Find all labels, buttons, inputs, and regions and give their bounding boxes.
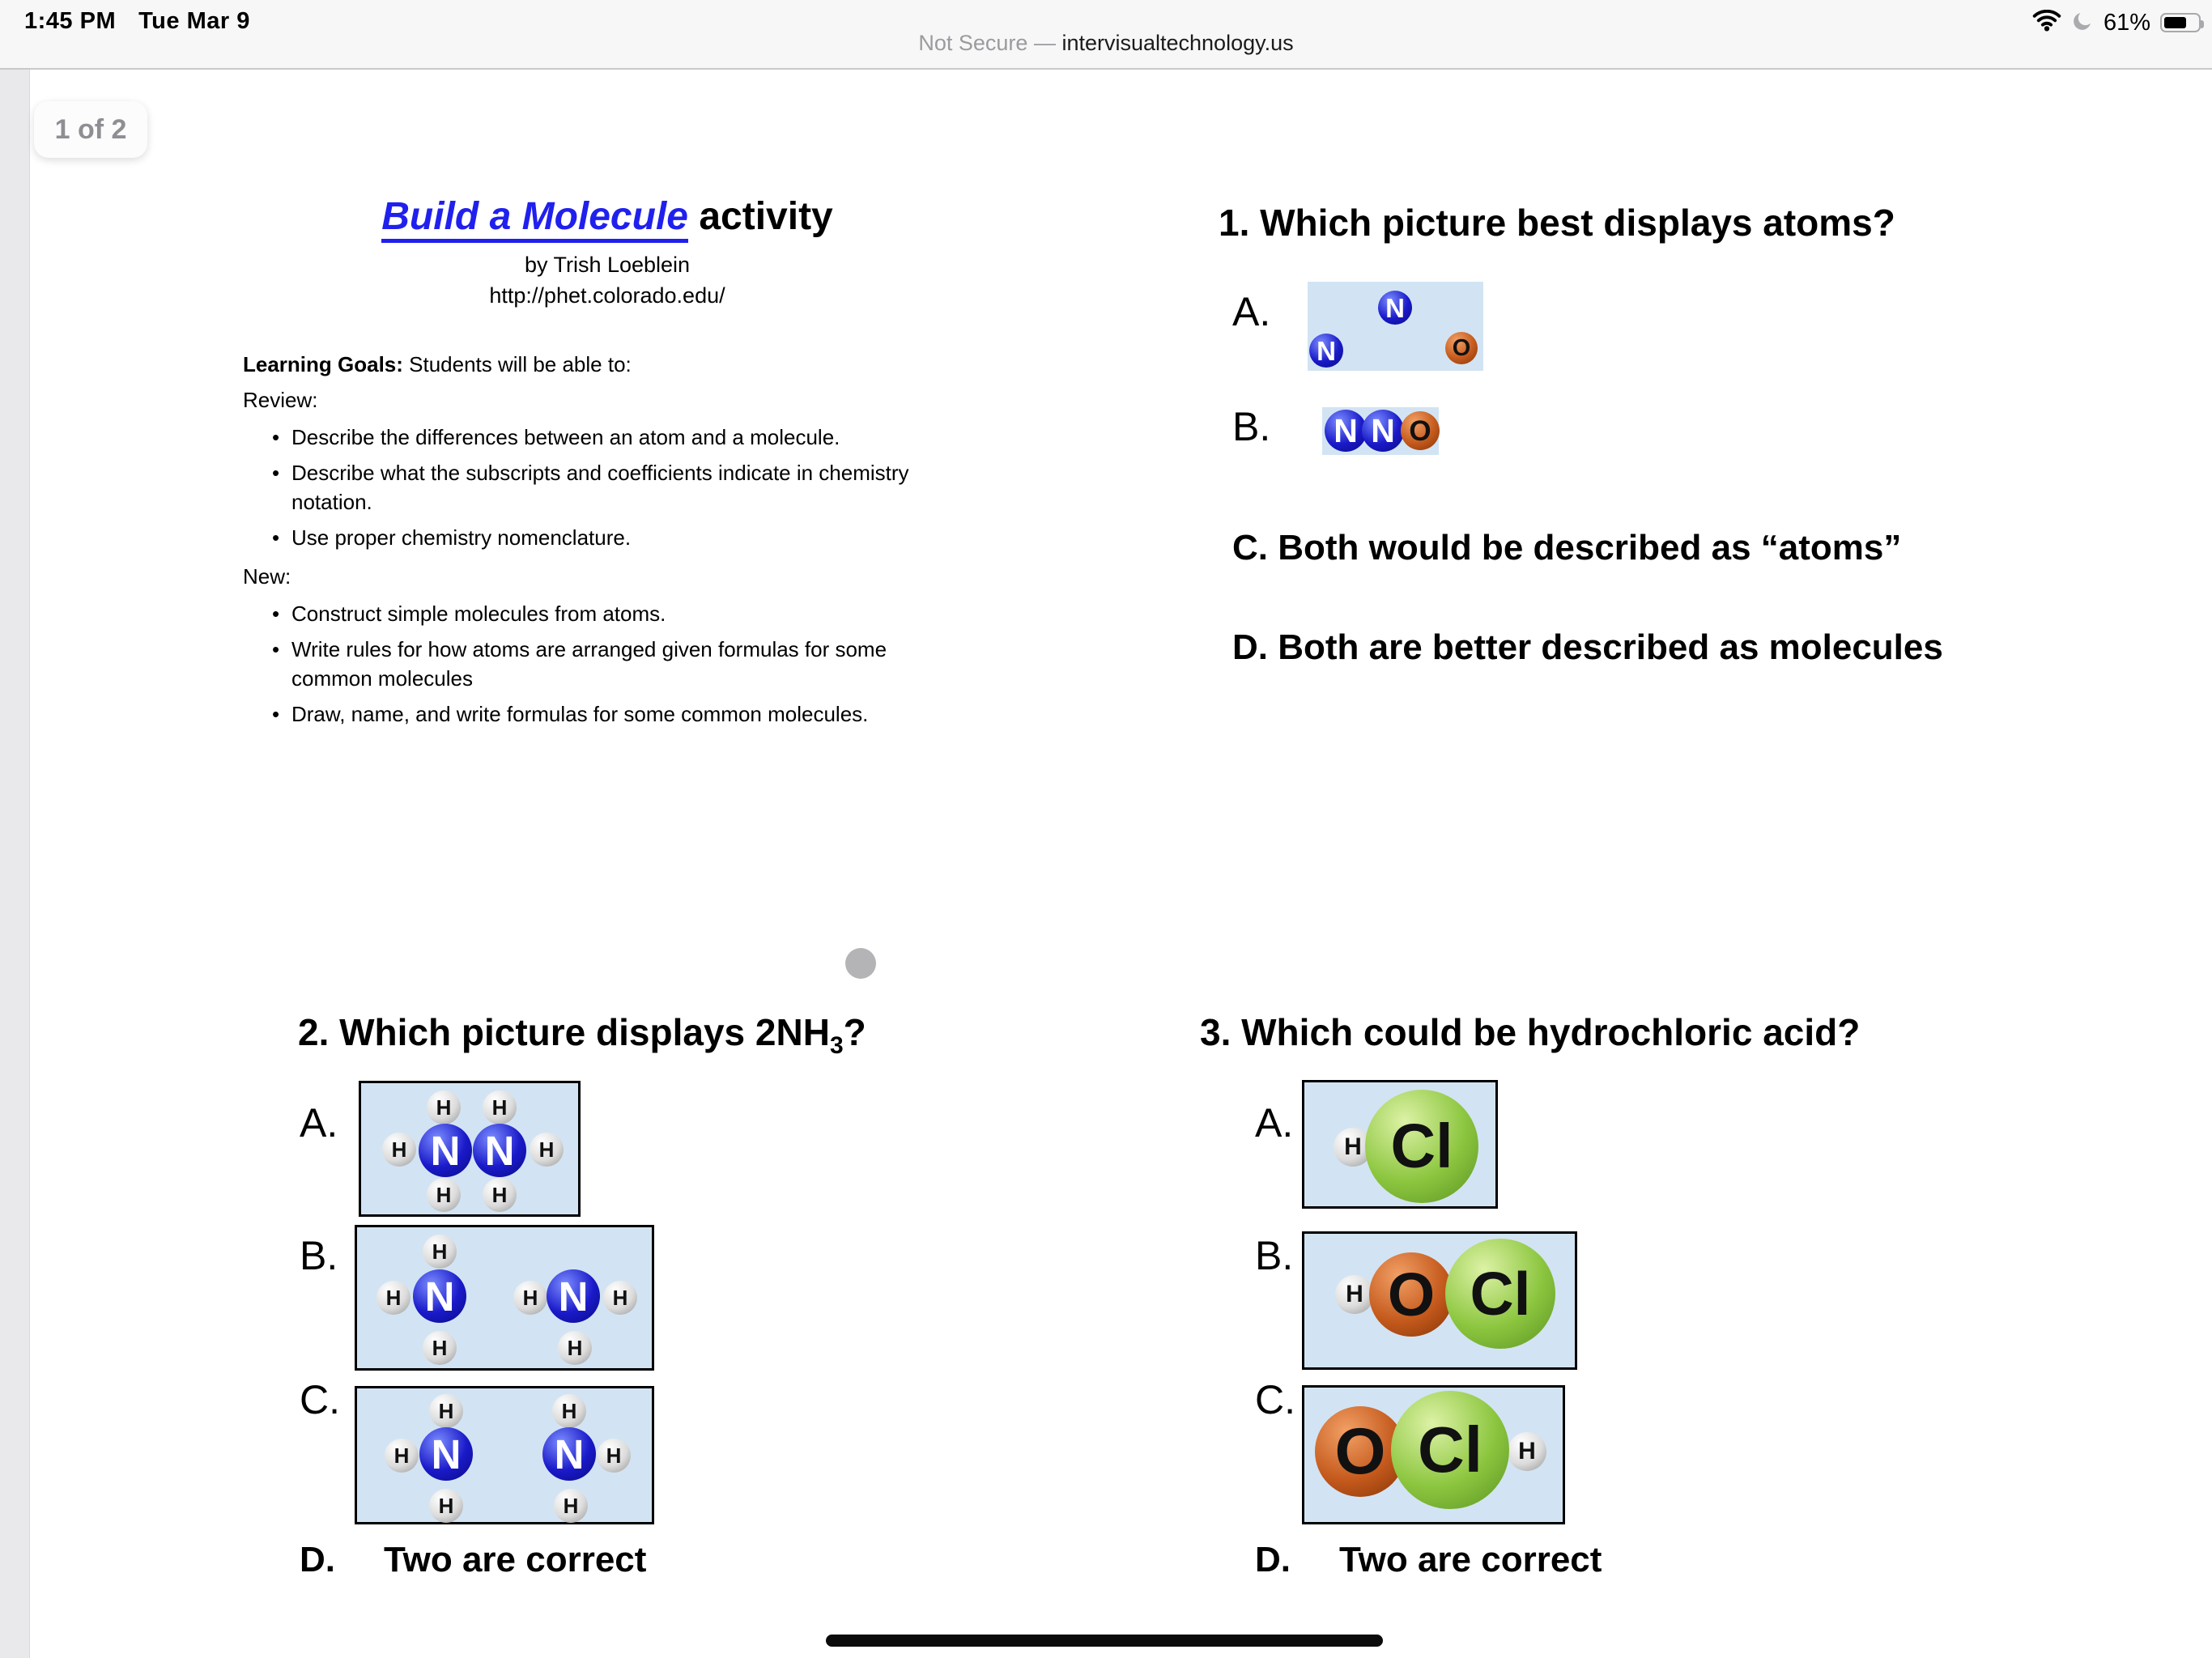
atom-H: H xyxy=(483,1178,517,1212)
q3-option-d-text: Two are correct xyxy=(1339,1540,1602,1579)
q2-heading xyxy=(298,1010,866,1060)
learning-goals xyxy=(243,346,923,735)
title-link[interactable]: Build a Molecule xyxy=(381,195,688,243)
atom-H: H xyxy=(1334,1128,1372,1167)
new-list xyxy=(243,599,923,729)
battery-icon xyxy=(2160,13,2201,32)
atom-H: H xyxy=(423,1331,457,1365)
q1-option-d: D. Both are better described as molecules xyxy=(1232,627,1943,667)
atom-H: H xyxy=(530,1133,564,1167)
atom-O: O xyxy=(1445,332,1478,364)
q2-heading-subscript: 3 xyxy=(829,1032,844,1059)
atom-N: N xyxy=(419,1124,472,1177)
atom-N: N xyxy=(542,1427,596,1481)
atom-H: H xyxy=(597,1439,631,1473)
goals-intro-line xyxy=(243,346,923,382)
url-domain: intervisualtechnology.us xyxy=(1061,31,1294,55)
q3-option-a-box xyxy=(1302,1080,1498,1209)
q2-option-d-label: D. xyxy=(300,1540,335,1579)
status-bar xyxy=(0,0,2212,70)
q1-option-b-box xyxy=(1322,407,1439,455)
atom-O: O xyxy=(1369,1252,1453,1337)
url-bar[interactable] xyxy=(0,31,2212,56)
atom-Cl: Cl xyxy=(1365,1090,1478,1203)
q1-option-a-label: A. xyxy=(1232,289,1271,334)
atom-N: N xyxy=(1378,291,1412,325)
atom-H: H xyxy=(423,1235,457,1269)
q3-option-a-label: A. xyxy=(1255,1100,1294,1146)
home-indicator[interactable] xyxy=(826,1635,1383,1647)
q2-option-c-label: C. xyxy=(300,1377,340,1422)
atom-H: H xyxy=(429,1489,463,1523)
page-indicator-label: 1 of 2 xyxy=(54,113,127,145)
moon-icon xyxy=(2071,10,2094,36)
atom-H: H xyxy=(552,1394,586,1428)
page-indicator-badge xyxy=(34,101,147,158)
q2-option-b-label: B. xyxy=(300,1233,338,1278)
goals-label: Learning Goals: xyxy=(243,352,403,376)
q1-option-b-label: B. xyxy=(1232,404,1271,449)
atom-N: N xyxy=(1309,334,1343,368)
atom-N: N xyxy=(413,1269,466,1323)
q2-heading-suffix: ? xyxy=(843,1011,866,1053)
goal-item: • Describe what the subscripts and coefficients indicate in chemistry notation. xyxy=(272,458,923,517)
q2-option-d-text: Two are correct xyxy=(384,1540,647,1579)
q2-option-a-label: A. xyxy=(300,1100,338,1146)
phet-url: http://phet.colorado.edu/ xyxy=(489,283,725,308)
doc-title xyxy=(243,194,972,239)
battery-percent: 61% xyxy=(2103,9,2150,36)
q3-option-b-label: B. xyxy=(1255,1233,1294,1278)
q2-option-c-box xyxy=(355,1386,654,1524)
q3-option-c-box xyxy=(1302,1385,1565,1524)
q3-heading: 3. Which could be hydrochloric acid? xyxy=(1200,1011,1861,1053)
q2-heading-prefix: 2. Which picture displays 2NH xyxy=(298,1011,830,1053)
wifi-icon xyxy=(2032,10,2061,36)
review-label: Review: xyxy=(243,388,318,412)
atom-H: H xyxy=(558,1331,592,1365)
q3-option-c-label: C. xyxy=(1255,1377,1295,1422)
q2-option-a-box xyxy=(359,1081,581,1217)
new-label: New: xyxy=(243,564,291,589)
atom-N: N xyxy=(547,1269,600,1323)
security-label: Not Secure — xyxy=(918,31,1062,55)
atom-H: H xyxy=(1508,1432,1546,1471)
atom-H: H xyxy=(603,1281,637,1315)
atom-Cl: Cl xyxy=(1391,1391,1509,1509)
goal-item: • Use proper chemistry nomenclature. xyxy=(272,523,923,552)
atom-N: N xyxy=(1325,410,1367,452)
page-gutter xyxy=(0,70,30,1658)
atom-O: O xyxy=(1315,1406,1406,1497)
atom-O: O xyxy=(1401,411,1440,450)
atom-H: H xyxy=(382,1133,416,1167)
atom-H: H xyxy=(513,1281,547,1315)
atom-H: H xyxy=(554,1489,588,1523)
date-label: Tue Mar 9 xyxy=(138,8,250,34)
q3-option-b-box xyxy=(1302,1231,1577,1370)
atom-H: H xyxy=(385,1439,419,1473)
q3-option-d-label: D. xyxy=(1255,1540,1291,1579)
q2-option-b-box xyxy=(355,1225,654,1371)
goal-item: • Describe the differences between an atom and a molecule. xyxy=(272,423,923,452)
status-icons xyxy=(2032,6,2201,39)
q1-option-c: C. Both would be described as “atoms” xyxy=(1232,528,1902,568)
atom-H: H xyxy=(429,1394,463,1428)
review-list xyxy=(243,423,923,552)
title-suffix: activity xyxy=(687,195,833,238)
goal-item: • Draw, name, and write formulas for some common molecules. xyxy=(272,699,923,729)
q3-option-d xyxy=(1255,1540,1602,1580)
atom-H: H xyxy=(427,1178,461,1212)
atom-H: H xyxy=(1335,1275,1374,1314)
goal-item: • Write rules for how atoms are arranged given formulas for some common molecules xyxy=(272,635,923,693)
q1-heading: 1. Which picture best displays atoms? xyxy=(1219,202,1895,244)
byline: by Trish Loeblein xyxy=(524,253,691,277)
atom-H: H xyxy=(376,1281,410,1315)
atom-Cl: Cl xyxy=(1445,1239,1555,1349)
goal-item: • Construct simple molecules from atoms. xyxy=(272,599,923,628)
q1-option-a-box xyxy=(1308,282,1483,371)
slide-separator-dot xyxy=(845,948,876,979)
atom-H: H xyxy=(427,1090,461,1124)
q2-option-d xyxy=(300,1540,646,1580)
atom-N: N xyxy=(473,1124,526,1177)
atom-N: N xyxy=(1362,410,1404,452)
atom-H: H xyxy=(483,1090,517,1124)
time-label: 1:45 PM xyxy=(24,8,117,34)
atom-N: N xyxy=(419,1427,473,1481)
goals-intro: Students will be able to: xyxy=(402,352,632,376)
